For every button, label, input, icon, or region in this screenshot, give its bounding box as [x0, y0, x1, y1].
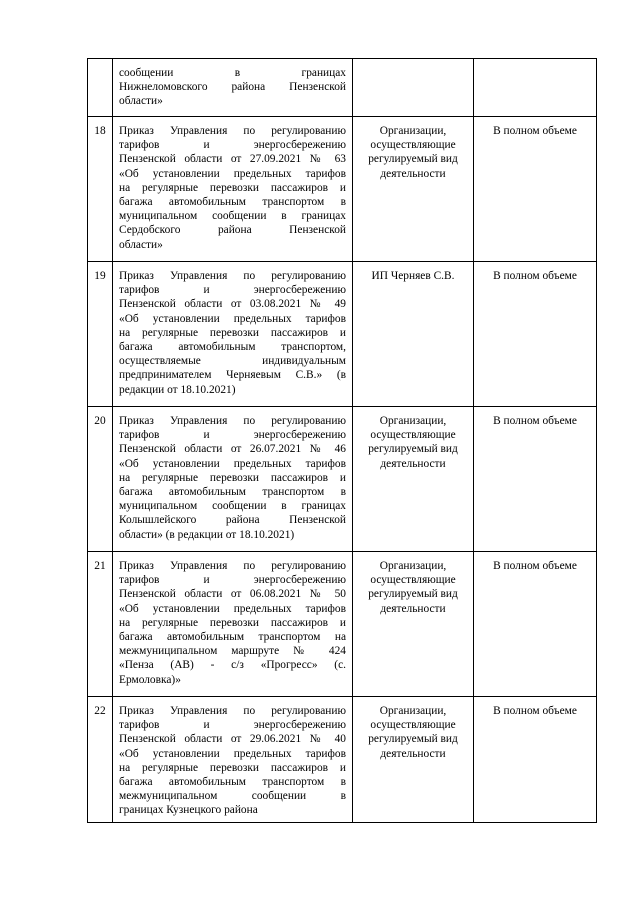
subject-cell [353, 697, 474, 823]
document-text-line: багажа автомобильным транспортом на [119, 631, 346, 644]
volume-cell: В полном объеме [474, 552, 597, 697]
document-text-line: Пензенской области от 03.08.2021 № 49 [119, 298, 346, 311]
row-number: 22 [88, 697, 113, 823]
subject-text-line: регулируемый вид [368, 588, 458, 601]
table-row [88, 262, 597, 407]
subject-text-line: осуществляющие [370, 429, 456, 442]
document-text-line: Колышлейского района Пензенской [119, 514, 346, 527]
document-text-line: багажа автомобильным транспортом в [119, 486, 346, 499]
document-cell [113, 262, 353, 407]
volume-cell: В полном объеме [474, 697, 597, 823]
volume-cell: В полном объеме [474, 262, 597, 407]
document-text-line: Пензенской области от 27.09.2021 № 63 [119, 153, 346, 166]
row-number: 21 [88, 552, 113, 697]
subject-text-line: деятельности [380, 602, 446, 615]
document-text-line: на регулярные перевозки пассажиров и [119, 181, 346, 194]
document-text-line: Приказ Управления по регулированию [119, 270, 346, 282]
row-number: 20 [88, 407, 113, 552]
document-text-line: тарифов и энергосбережению [119, 719, 346, 732]
document-text-line: области» (в редакции от 18.10.2021) [119, 528, 295, 541]
regulations-table-body [88, 59, 597, 823]
volume-cell: В полном объеме [474, 117, 597, 262]
subject-cell [353, 117, 474, 262]
subject-text-line: осуществляющие [370, 719, 456, 732]
document-text-line: на регулярные перевозки пассажиров и [119, 471, 346, 484]
row-number [88, 59, 113, 117]
document-text-line: багажа автомобильным транспортом в [119, 776, 346, 789]
document-text-line: багажа автомобильным транспортом в [119, 196, 346, 209]
document-text-line: Сердобского района Пензенской [119, 224, 346, 237]
document-text-line: муниципальном сообщении в границах [119, 500, 346, 513]
document-text-line: области» [119, 95, 163, 108]
row-number: 18 [88, 117, 113, 262]
document-text-line: тарифов и энергосбережению [119, 429, 346, 442]
document-text-line: области» [119, 238, 163, 251]
document-text-line: Приказ Управления по регулированию [119, 560, 346, 572]
subject-text-line: регулируемый вид [368, 443, 458, 456]
document-text-line: Приказ Управления по регулированию [119, 415, 346, 427]
document-text-line: Приказ Управления по регулированию [119, 705, 346, 717]
document-text-line: редакции от 18.10.2021) [119, 383, 236, 396]
document-text-line: Нижнеломовского района Пензенской [119, 81, 346, 94]
subject-cell [353, 262, 474, 407]
subject-cell [353, 407, 474, 552]
document-text-line: на регулярные перевозки пассажиров и [119, 616, 346, 629]
regulations-table [87, 58, 597, 823]
table-row [88, 59, 597, 117]
table-row [88, 117, 597, 262]
subject-cell [353, 552, 474, 697]
document-text-line: межмуниципальном сообщении в [119, 790, 346, 803]
subject-text-line: Организации, [379, 705, 447, 717]
subject-text-line: Организации, [379, 415, 447, 427]
document-text-line: тарифов и энергосбережению [119, 139, 346, 152]
subject-text-line: деятельности [380, 457, 446, 470]
document-cell [113, 59, 353, 117]
document-text-line: на регулярные перевозки пассажиров и [119, 761, 346, 774]
subject-text-line: регулируемый вид [368, 153, 458, 166]
volume-cell [474, 59, 597, 117]
row-number: 19 [88, 262, 113, 407]
subject-text-line: деятельности [380, 747, 446, 760]
document-text-line: «Об установлении предельных тарифов [119, 747, 346, 760]
document-text-line: границах Кузнецкого района [119, 804, 258, 817]
document-text-line: «Об установлении предельных тарифов [119, 167, 346, 180]
subject-text-line: осуществляющие [370, 574, 456, 587]
subject-text-line: регулируемый вид [368, 733, 458, 746]
document-text-line: тарифов и энергосбережению [119, 574, 346, 587]
document-text-line: «Об установлении предельных тарифов [119, 312, 346, 325]
document-cell [113, 117, 353, 262]
document-text-line: осуществляемые индивидуальным [119, 355, 346, 368]
document-text-line: багажа автомобильным транспортом, [119, 341, 346, 354]
document-cell [113, 407, 353, 552]
document-text-line: предпринимателем Черняевым С.В.» (в [119, 369, 346, 382]
document-text-line: Ермоловка)» [119, 673, 181, 686]
subject-cell [353, 59, 474, 117]
subject-text-line: деятельности [380, 167, 446, 180]
document-text-line: на регулярные перевозки пассажиров и [119, 326, 346, 339]
subject-text-line: ИП Черняев С.В. [371, 270, 455, 282]
subject-text-line: Организации, [379, 125, 447, 137]
document-text-line: Пензенской области от 29.06.2021 № 40 [119, 733, 346, 746]
document-text-line: «Об установлении предельных тарифов [119, 457, 346, 470]
table-row [88, 407, 597, 552]
document-cell [113, 697, 353, 823]
subject-text-line: осуществляющие [370, 139, 456, 152]
document-cell [113, 552, 353, 697]
document-text-line: Пензенской области от 06.08.2021 № 50 [119, 588, 346, 601]
document-text-line: тарифов и энергосбережению [119, 284, 346, 297]
document-text-line: межмуниципальном маршруте № 424 [119, 645, 346, 658]
document-text-line: муниципальном сообщении в границах [119, 210, 346, 223]
document-text-line: «Пенза (АВ) - с/з «Прогресс» (с. [119, 659, 346, 672]
table-row [88, 697, 597, 823]
table-row [88, 552, 597, 697]
document-text-line: Пензенской области от 26.07.2021 № 46 [119, 443, 346, 456]
subject-text-line: Организации, [379, 560, 447, 572]
document-text-line: сообщении в границах [119, 67, 346, 79]
volume-cell: В полном объеме [474, 407, 597, 552]
document-text-line: «Об установлении предельных тарифов [119, 602, 346, 615]
document-text-line: Приказ Управления по регулированию [119, 125, 346, 137]
